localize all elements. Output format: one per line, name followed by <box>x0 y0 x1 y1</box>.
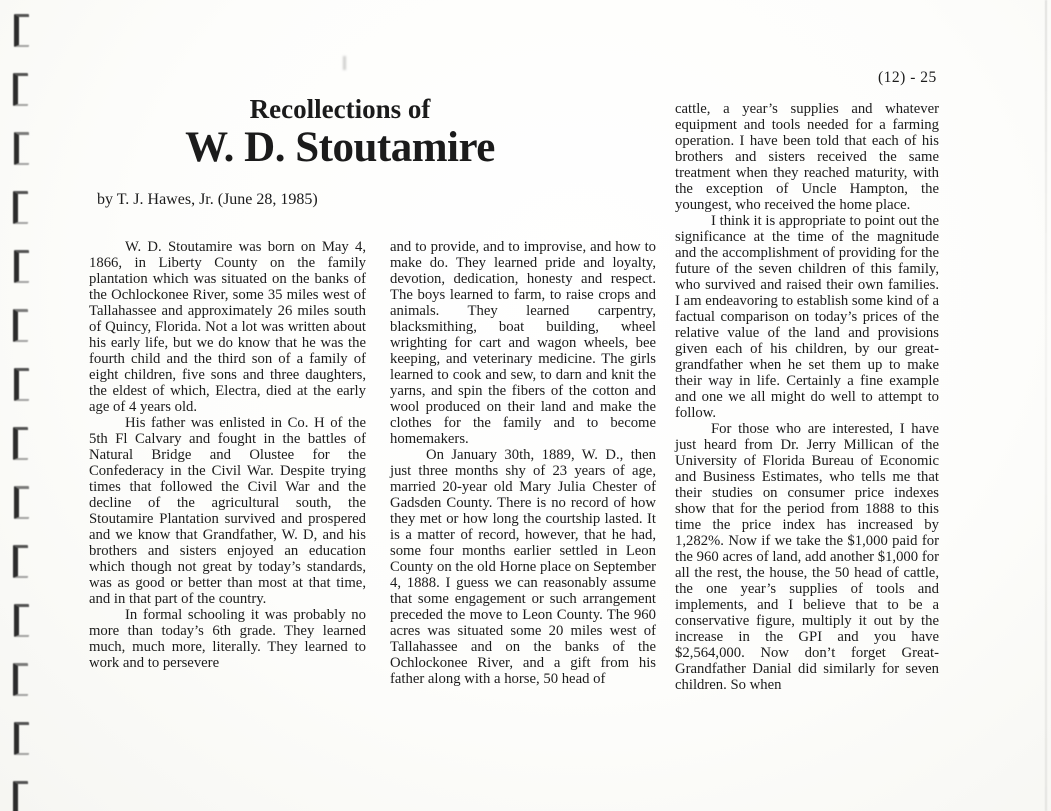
binding-hole <box>14 486 29 519</box>
text-column-1 <box>89 239 366 671</box>
text-column-3 <box>675 101 939 693</box>
paragraph-cattle-continuation: cattle, a year’s supplies and whatever equipment and tools needed for a farming operation. I have been told that each of his brothers and sisters received the same treatment when they reached maturity, with the exception of Uncle Hampton, the youngest, who received the home place. <box>675 101 939 213</box>
paragraph-birth: W. D. Stoutamire was born on May 4, 1866, in Liberty County on the family plantation which was situated on the banks of the Ochlockonee River, some 35 miles west of Tallahassee and approximately 26 miles south of Quincy, Florida. Not a lot was written about his early life, but we do know that he was the fourth child and the third son of a family of eight children, five sons and three daughters, the eldest of which, Electra, died at the early age of 4 years old. <box>89 239 366 415</box>
page-edge-shadow <box>1045 0 1047 811</box>
binding-hole <box>14 250 29 283</box>
paragraph-skills-continuation: and to provide, and to improvise, and how to make do. They learned pride and loyalty, devotion, dedication, honesty and respect. The boys learned to farm, to raise crops and animals. They learned carpentry, blacksmithing, boat building, wheel wrighting for cart and wagon wheels, bee keeping, and veterinary medicine. The girls learned to cook and sew, to darn and knit the yarns, and spin the fibers of the cotton and wool produced on their land and make the clothes for the family and to become homemakers. <box>390 239 656 447</box>
article-header <box>89 95 591 172</box>
scan-smudge <box>343 56 346 70</box>
article-title-line1: Recollections of <box>249 94 431 124</box>
binding-hole <box>13 663 28 696</box>
byline: by T. J. Hawes, Jr. (June 28, 1985) <box>97 191 318 208</box>
paragraph-schooling: In formal schooling it was probably no more than today’s 6th grade. They learned much, much more, literally. They learned to work and to persevere <box>89 607 366 671</box>
binding-hole <box>14 722 29 755</box>
text-column-2 <box>390 239 656 687</box>
page-number: (12) - 25 <box>878 69 937 86</box>
paragraph-marriage: On January 30th, 1889, W. D., then just three months shy of 23 years of age, married 20-year old Mary Julia Chester of Gadsden County. There is no record of how they met or how long the courtship lasted. It is a matter of record, however, that he had, some four months earlier settled in Leon County on the old Horne place on September 4, 1888. I guess we can reasonably assume that some engagement or such arrangement preceded the move to Leon County. The 960 acres was situated some 20 miles west of Tallahassee and on the banks of the Ochlockonee River, and a gift from his father along with a horse, 50 head of <box>390 447 656 687</box>
binding-hole <box>13 781 28 811</box>
binding-hole <box>14 132 29 165</box>
paragraph-father-civil-war: His father was enlisted in Co. H of the 5th Fl Calvary and fought in the battles of Natural Bridge and Olustee for the Confederacy in the Civil War. Despite trying times that followed the Civil War and the decline of the agricultural south, the Stoutamire Plantation survived and prospered and we know that Grandfather, W. D, and his brothers and sisters enjoyed an education which though not great by today’s standards, was as good or better than most at that time, and in that part of the country. <box>89 415 366 607</box>
binding-hole <box>13 427 28 460</box>
binding-hole <box>14 14 29 47</box>
binding-hole <box>13 545 28 578</box>
article-title-line2: W. D. Stoutamire <box>185 124 495 171</box>
spiral-binding <box>13 14 33 811</box>
binding-hole <box>13 309 28 342</box>
binding-hole <box>14 604 29 637</box>
binding-hole <box>14 368 29 401</box>
paragraph-significance: I think it is appropriate to point out the significance at the time of the magnitude and the accomplishment of providing for the future of the seven children of this family, who survived and raised their own families. I am endeavoring to establish some kind of a factual comparison on today’s prices of the relative value of the land and provisions given each of his children, by our great-grandfather when he set them up to make their way in life. Certainly a fine example and one we all might do well to attempt to follow. <box>675 213 939 421</box>
binding-hole <box>13 191 28 224</box>
paragraph-price-index: For those who are interested, I have just heard from Dr. Jerry Millican of the University of Florida Bureau of Economic and Business Estimates, who tells me that their studies on consumer price indexes show that for the period from 1888 to this time the price index has increased by 1,282%. Now if we take the $1,000 paid for the 960 acres of land, add another $1,000 for all the rest, the house, the 50 head of cattle, the one year’s supplies of tools and implements, and I believe that to be a conservative figure, multiply it out by the increase in the GPI and you have $2,564,000. Now don’t forget Great-Grandfather Danial did similarly for seven children. So when <box>675 421 939 693</box>
binding-hole <box>13 73 28 106</box>
